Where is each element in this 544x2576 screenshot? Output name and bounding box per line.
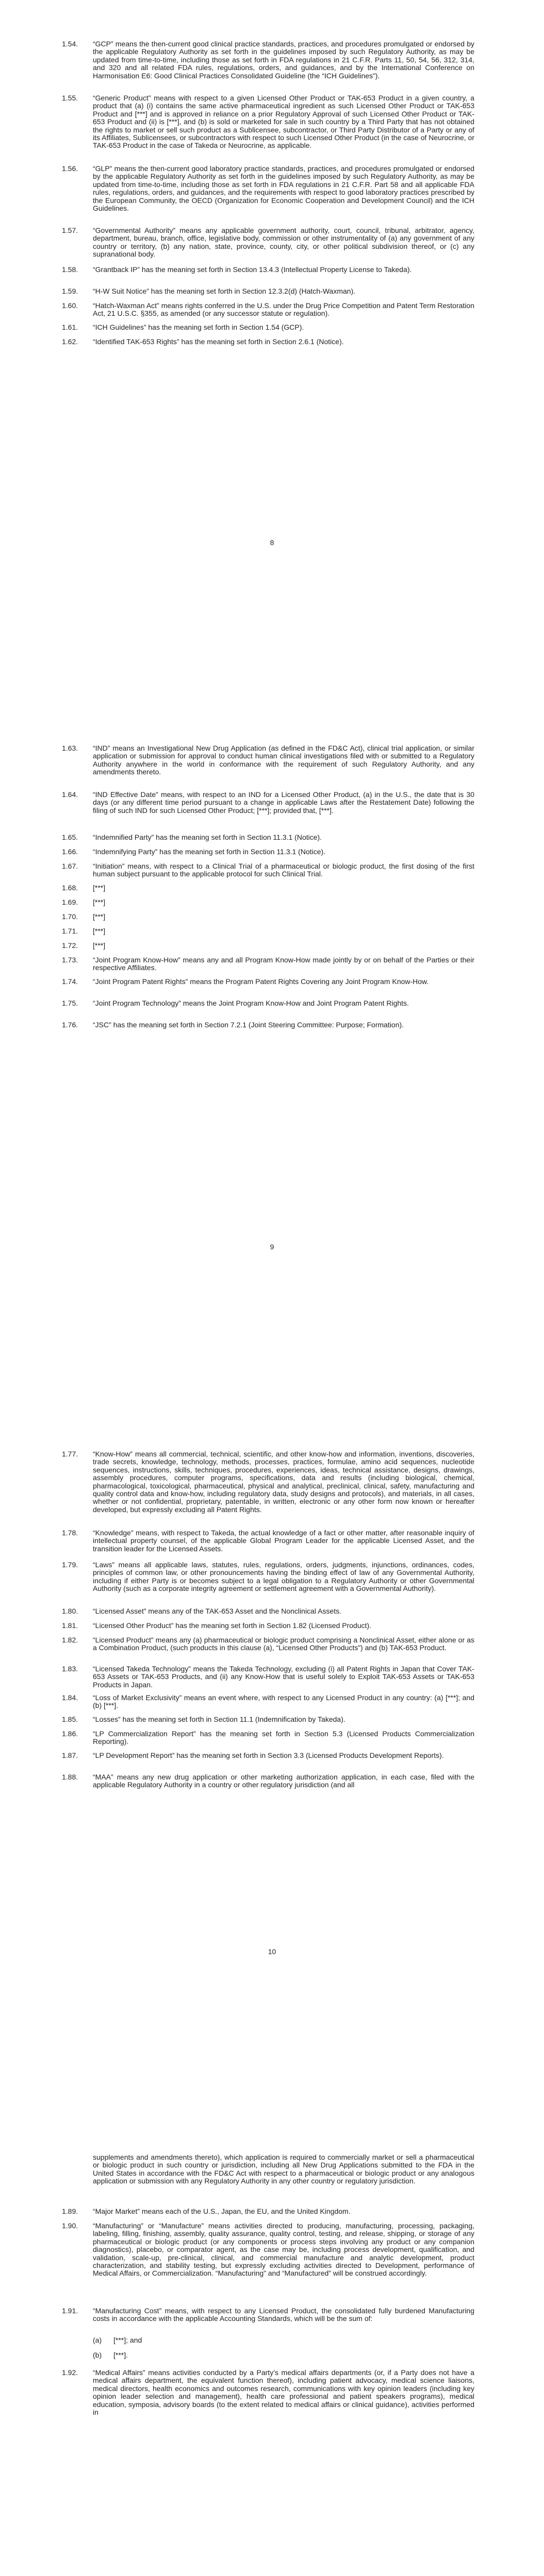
definition-1-84: 1.84. “Loss of Market Exclusivity” means an event where, with respect to any Licensed Product in any country: (a) [***]; and (b) [***]. xyxy=(62,1693,474,1710)
definition-1-64: 1.64. “IND Effective Date” means, with respect to an IND for a Licensed Other Product, (a) in the U.S., the date that is 30 days (or any different time period pursuant to a change in applicable Laws after the Restatement Date) following the filing of such IND for such Licensed Other Product; [***]; provided that, [***]. xyxy=(62,790,474,815)
definition-1-91: 1.91. “Manufacturing Cost” means, with respect to any Licensed Product, the consolidated fully burdened Manufacturing costs in accordance with the applicable Accounting Standards, which will be the sum of: xyxy=(62,2307,474,2323)
definition-1-76: 1.76. “JSC” has the meaning set forth in Section 7.2.1 (Joint Steering Committee: Purpose; Formation). xyxy=(62,1021,404,1029)
definition-1-81: 1.81. “Licensed Other Product” has the meaning set forth in Section 1.82 (Licensed Product). xyxy=(62,1621,372,1630)
definition-1-77: 1.77. “Know-How” means all commercial, technical, scientific, and other know-how and information, inventions, discoveries, trade secrets, knowledge, technology, methods, processes, practices, formulae, amino acid sequences, nucleotide sequences, instructions, skills, techniques, procedures, experiences, ideas, technical assistance, designs, drawings, assembly procedures, computer programs, specifications, data and results (including biological, chemical, pharmacological, toxicological, pharmaceutical, physical and analytical, preclinical, clinical, safety, manufacturing and quality control data and know-how, including regulatory data, study designs and protocols), and materials, in all cases, whether or not confidential, proprietary, patentable, in written, electronic or any other form now known or hereafter developed, but expressly excluding all Patent Rights. xyxy=(62,1450,474,1514)
definition-1-82: 1.82. “Licensed Product” means any (a) pharmaceutical or biologic product comprising a Nonclinical Asset, either alone or as a Combination Product, (such products in this clause (a), “Licensed Other Products”) and (b) TAK-653 Product. xyxy=(62,1636,474,1652)
definition-1-55: 1.55. “Generic Product” means with respect to a given Licensed Other Product or TAK-653 Product in a given country, a product that (a) (i) contains the same active pharmaceutical ingredient as such Licensed Other Product or TAK-653 Product and [***] and is approved in reliance on a prior Regulatory Approval of such Licensed Other Product or TAK-653 Product and (ii) is [***], and (b) is sold or marketed for sale in such country by a Third Party that has not obtained the rights to market or sell such product as a Sublicensee, subcontractor, or Third Party Distributor of a Party or any of its Affiliates, Sublicensees, or subcontractors with respect to such Licensed Other Product (in the case of Neurocrine, or TAK-653 Product in the case of Takeda or Neurocrine, as applicable. xyxy=(62,94,474,150)
definition-1-88: 1.88. “MAA” means any new drug application or other marketing authorization application, in each case, filed with the applicable Regulatory Authority in a country or other regulatory jurisdiction (and all xyxy=(62,1773,474,1789)
definition-1-89: 1.89. “Major Market” means each of the U.S., Japan, the EU, and the United Kingdom. xyxy=(62,2207,351,2215)
definition-1-75: 1.75. “Joint Program Technology” means the Joint Program Know-How and Joint Program Patent Rights. xyxy=(62,999,409,1007)
page-number: 8 xyxy=(270,538,274,547)
definition-1-92: 1.92. “Medical Affairs” means activities conducted by a Party’s medical affairs departments (or, if a Party does not have a medical affairs department, the equivalent function thereof), including patient advocacy, medical science liaisons, medical directors, health economics and outcomes research, communications with key opinion leaders (including key opinion leader selection and management), health care professional and patient speakers programs), medical education, symposia, advisory boards (to the extent related to medical affairs or clinical guidance), activities performed in xyxy=(62,2368,474,2417)
definition-1-87: 1.87. “LP Development Report” has the meaning set forth in Section 3.3 (Licensed Products Development Reports). xyxy=(62,1751,444,1759)
definition-1-66: 1.66. “Indemnifying Party” has the meaning set forth in Section 11.3.1 (Notice). xyxy=(62,848,326,856)
definition-1-90: 1.90. “Manufacturing” or “Manufacture” means activities directed to producing, manufacturing, processing, packaging, labeling, filling, finishing, assembly, quality assurance, quality control, testing, and release, shipping, or storage of any pharmaceutical or biologic product (or any components or process steps involving any product or any companion diagnostics), placebo, or comparator agent, as the case may be, including process development, qualification, and validation, scale-up, pre-clinical, clinical, and commercial manufacture and analytic development, product characterization, and stability testing, but expressly excluding activities directed to Development, performance of Medical Affairs, or Commercialization. “Manufacturing” and “Manufactured” will be construed accordingly. xyxy=(62,2222,474,2278)
definition-1-78: 1.78. “Knowledge” means, with respect to Takeda, the actual knowledge of a fact or other matter, after reasonable inquiry of intellectual property counsel, of the applicable Global Program Leader for the applicable Licensed Asset, and the transition leader for the Licensed Assets. xyxy=(62,1529,474,1553)
definition-1-79: 1.79. “Laws” means all applicable laws, statutes, rules, regulations, orders, judgments, injunctions, ordinances, codes, principles of common law, or other pronouncements having the binding effect of law of any Governmental Authority, including if either Party is or becomes subject to a legal obligation to a Regulatory Authority or other Governmental Authority (such as a corporate integrity agreement or settlement agreement with a Governmental Authority). xyxy=(62,1561,474,1593)
definition-1-58: 1.58. “Grantback IP” has the meaning set forth in Section 13.4.3 (Intellectual Property License to Takeda). xyxy=(62,265,412,274)
definition-1-68: 1.68. [***] xyxy=(62,884,106,892)
definition-1-88-continued: supplements and amendments thereto), which application is required to commercially market or sell a pharmaceutical or biologic product in such country or jurisdiction, including all New Drug Applications submitted to the FDA in the United States in accordance with the FD&C Act with respect to a pharmaceutical or biologic product or any analogous application or submission with any Regulatory Authority in any other country or regulatory jurisdiction. xyxy=(93,2153,474,2185)
definition-1-65: 1.65. “Indemnified Party” has the meaning set forth in Section 11.3.1 (Notice). xyxy=(62,833,322,841)
page-number: 9 xyxy=(270,1243,274,1251)
definition-1-57: 1.57. “Governmental Authority” means any applicable government authority, court, council, tribunal, arbitrator, agency, department, bureau, branch, office, legislative body, commission or other instrumentality of (a) any government of any country or territory, (b) any nation, state, province, county, city, or other political subdivision thereof, or (c) any supranational body. xyxy=(62,226,474,259)
definition-1-67: 1.67. “Initiation” means, with respect to a Clinical Trial of a pharmaceutical or biologic product, the first dosing of the first human subject pursuant to the applicable protocol for such Clinical Trial. xyxy=(62,862,474,878)
definition-1-69: 1.69. [***] xyxy=(62,898,106,906)
definition-1-86: 1.86. “LP Commercialization Report” has the meaning set forth in Section 5.3 (Licensed Products Commercialization Reporting). xyxy=(62,1730,474,1746)
definition-1-80: 1.80. “Licensed Asset” means any of the TAK-653 Asset and the Nonclinical Assets. xyxy=(62,1607,341,1615)
definition-1-62: 1.62. “Identified TAK-653 Rights” has the meaning set forth in Section 2.6.1 (Notice). xyxy=(62,337,344,346)
sub-item-b: (b) [***]. xyxy=(93,2351,128,2359)
definition-1-56: 1.56. “GLP” means the then-current good laboratory practice standards, practices, and procedures promulgated or endorsed by the applicable Regulatory Authority as set forth in the guidelines imposed by such Regulatory Authority, as may be updated from time-to-time, including those as set forth in FDA regulations in 21 C.F.R. Part 58 and all applicable FDA rules, regulations, orders, and guidances, and the requirements with respect to good laboratory practices prescribed by the European Community, the OECD (Organization for Economic Cooperation and Development Council) and the ICH Guidelines. xyxy=(62,164,474,213)
page-number: 10 xyxy=(268,1947,276,1956)
definition-1-72: 1.72. [***] xyxy=(62,941,106,950)
definition-1-59: 1.59. “H-W Suit Notice” has the meaning set forth in Section 12.3.2(d) (Hatch-Waxman). xyxy=(62,287,356,295)
definition-1-85: 1.85. “Losses” has the meaning set forth in Section 11.1 (Indemnification by Takeda). xyxy=(62,1715,345,1723)
definition-1-74: 1.74. “Joint Program Patent Rights” means the Program Patent Rights Covering any Joint Program Know-How. xyxy=(62,977,429,986)
definition-1-70: 1.70. [***] xyxy=(62,912,106,921)
definition-1-61: 1.61. “ICH Guidelines” has the meaning set forth in Section 1.54 (GCP). xyxy=(62,323,304,331)
definition-1-73: 1.73. “Joint Program Know-How” means any and all Program Know-How made jointly by or on behalf of the Parties or their respective Affiliates. xyxy=(62,956,474,972)
definition-1-71: 1.71. [***] xyxy=(62,927,106,935)
definition-1-63: 1.63. “IND” means an Investigational New Drug Application (as defined in the FD&C Act), clinical trial application, or similar application or submission for approval to conduct human clinical investigations filed with or submitted to a Regulatory Authority anywhere in the world in conformance with the requirement of such Regulatory Authority, and any amendments thereto. xyxy=(62,744,474,776)
definition-1-54: 1.54. “GCP” means the then-current good clinical practice standards, practices, and procedures promulgated or endorsed by the applicable Regulatory Authority as set forth in the guidelines imposed by such Regulatory Authority, as may be updated from time-to-time, including those as set forth in FDA regulations in 21 C.F.R. Parts 11, 50, 54, 56, 312, 314, and 320 and all related FDA rules, regulations, orders, and guidances, and by the International Conference on Harmonisation E6: Good Clinical Practices Consolidated Guideline (the “ICH Guidelines”). xyxy=(62,40,474,80)
sub-item-a: (a) [***]; and xyxy=(93,2336,142,2344)
definition-1-60: 1.60. “Hatch-Waxman Act” means rights conferred in the U.S. under the Drug Price Competition and Patent Term Restoration Act, 21 U.S.C. §355, as amended (or any successor statute or regulation). xyxy=(62,301,474,318)
definition-1-83: 1.83. “Licensed Takeda Technology” means the Takeda Technology, excluding (i) all Patent Rights in Japan that Cover TAK-653 Assets or TAK-653 Products, and (ii) any Know-How that is useful solely to Exploit TAK-653 Assets or TAK-653 Products in Japan. xyxy=(62,1665,474,1689)
